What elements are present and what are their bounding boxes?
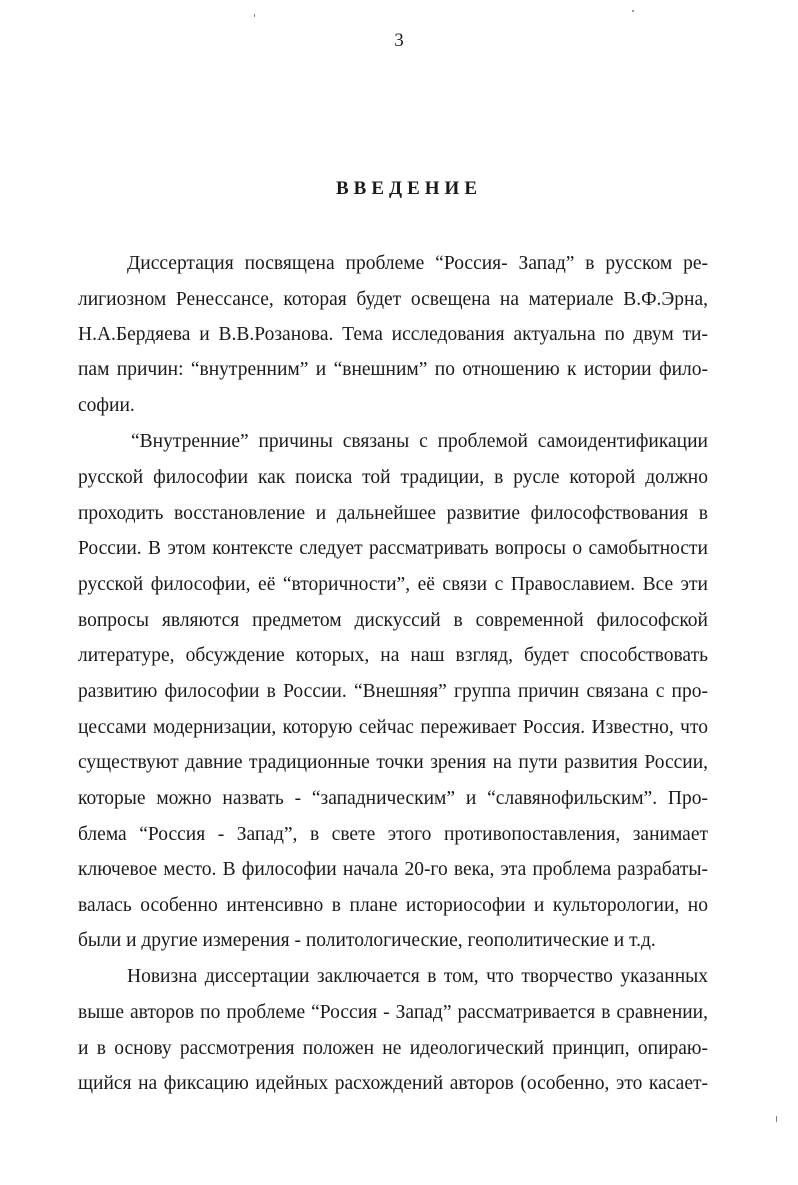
text-line: “Внутренние” причины связаны с проблемой самоидентификации [131,431,708,452]
text-line: вопросы являются предметом дискуссий в современной философской [78,610,708,631]
text-line: русской философии, её “вторичности”, её связи с Православием. Все эти [78,574,708,595]
text-line: щийся на фиксацию идейных расхождений авторов (особенно, это касает- [78,1073,708,1094]
text-line: которые можно назвать - “западническим” и “славянофильским”. Про- [78,788,708,809]
section-heading: ВВЕДЕНИЕ [336,178,482,199]
text-line: софии. [78,395,135,416]
text-line: валась особенно интенсивно в плане историософии и культорологии, но [78,895,708,916]
text-line: литературе, обсуждение которых, на наш взгляд, будет способствовать [78,645,708,666]
text-line: русской философии как поиска той традиции, в русле которой должно [78,467,708,488]
text-line: цессами модернизации, которую сейчас переживает Россия. Известно, что [78,717,708,738]
scan-speck [632,10,634,12]
text-line: пам причин: “внутренним” и “внешним” по отношению к истории фило- [78,359,708,380]
text-line: Диссертация посвящена проблеме “Россия- Запад” в русском ре- [127,253,708,274]
text-line: ключевое место. В философии начала 20-го века, эта проблема разрабаты- [78,859,708,880]
text-line: лигиозном Ренессансе, которая будет освещена на материале В.Ф.Эрна, [78,289,708,310]
text-line: блема “Россия - Запад”, в свете этого противопоставления, занимает [78,824,708,845]
text-line: были и другие измерения - политологические, геополитические и т.д. [78,930,656,951]
text-line: проходить восстановление и дальнейшее развитие философствования в [78,503,708,524]
text-line: Новизна диссертации заключается в том, что творчество указанных [127,966,708,987]
scan-speck [776,1116,777,1122]
text-line: выше авторов по проблеме “Россия - Запад” рассматривается в сравнении, [78,1002,708,1023]
page-number: 3 [394,30,404,51]
text-line: существуют давние традиционные точки зрения на пути развития России, [78,752,708,773]
text-line: развитию философии в России. “Внешняя” группа причин связана с про- [78,681,708,702]
text-line: России. В этом контексте следует рассматривать вопросы о самобытности [78,538,708,559]
text-line: Н.А.Бердяева и В.В.Розанова. Тема исследования актуальна по двум ти- [78,324,708,345]
scan-speck [254,14,255,17]
text-line: и в основу рассмотрения положен не идеологический принцип, опираю- [78,1038,708,1059]
